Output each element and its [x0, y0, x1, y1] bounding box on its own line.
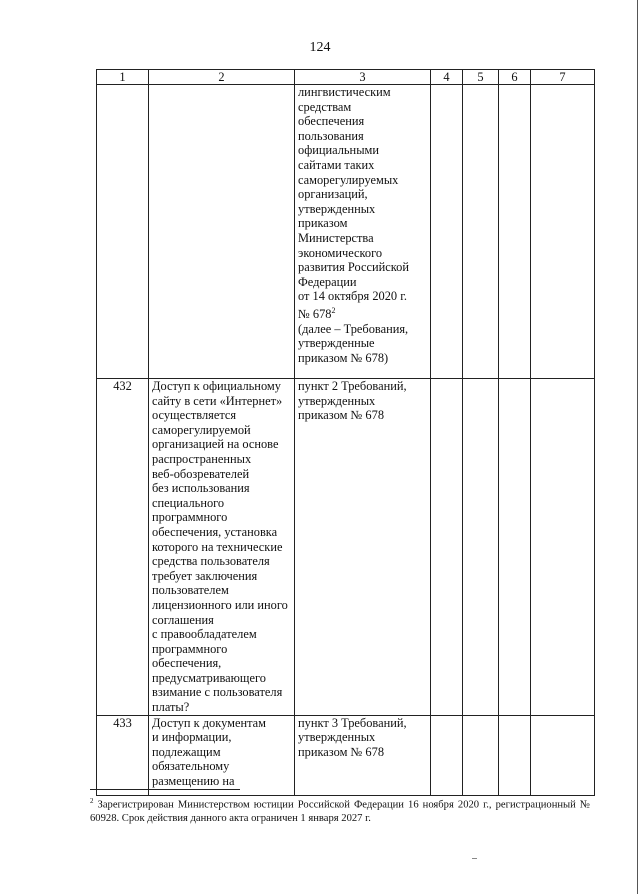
empty-cell	[431, 85, 463, 379]
scan-speck	[472, 858, 477, 859]
table-row	[97, 85, 595, 379]
header-col-5: 5	[463, 70, 499, 85]
table-row	[97, 379, 595, 716]
empty-cell	[463, 379, 499, 716]
row-number: 433	[97, 715, 149, 795]
table-row	[97, 715, 595, 795]
footnote-text: Зарегистрирован Министерством юстиции Российской Федерации 16 ноября 2020 г., регистрационный № 60928. Срок действия данного акта ограничен 1 января 2027 г.	[90, 799, 590, 824]
checklist-table	[96, 69, 595, 796]
empty-cell	[499, 379, 531, 716]
header-col-1: 1	[97, 70, 149, 85]
empty-cell	[463, 715, 499, 795]
page-number: 124	[309, 40, 331, 55]
header-col-6: 6	[499, 70, 531, 85]
legal-basis-cell	[295, 85, 431, 379]
page-edge	[637, 0, 638, 894]
empty-cell	[531, 715, 595, 795]
empty-cell	[531, 85, 595, 379]
row-number: 432	[97, 379, 149, 716]
table-header-row	[97, 70, 595, 85]
footnote-ref: 2	[331, 305, 336, 315]
header-col-7: 7	[531, 70, 595, 85]
header-col-2: 2	[149, 70, 295, 85]
empty-cell	[431, 379, 463, 716]
question-cell	[149, 85, 295, 379]
legal-basis-cell: пункт 3 Требований, утвержденных приказом № 678	[295, 715, 431, 795]
legal-basis-text: лингвистическим средствам обеспечения пользования официальными сайтами таких саморегулируемых организаций, утвержденных приказом Министерства экономического развития Российской Федерации от 14 октября 2020 г. № 678	[298, 85, 409, 322]
empty-cell	[463, 85, 499, 379]
empty-cell	[499, 715, 531, 795]
empty-cell	[431, 715, 463, 795]
header-col-4: 4	[431, 70, 463, 85]
question-cell: Доступ к документам и информации, подлежащим обязательному размещению на	[149, 715, 295, 795]
question-cell: Доступ к официальному сайту в сети «Интернет» осуществляется саморегулируемой организацией на основе распространенных веб-обозревателей без использования специального программного обеспечения, установка которого на технические средства пользователя требует заключения пользователем лицензионного или иного соглашения с правообладателем программного обеспечения, предусматривающего взимание с пользователя платы?	[149, 379, 295, 716]
header-col-3: 3	[295, 70, 431, 85]
legal-basis-cell: пункт 2 Требований, утвержденных приказом № 678	[295, 379, 431, 716]
legal-basis-text-cont: (далее – Требования, утвержденные приказом № 678)	[298, 321, 409, 365]
row-number	[97, 85, 149, 379]
footnote	[90, 795, 590, 825]
empty-cell	[499, 85, 531, 379]
empty-cell	[531, 379, 595, 716]
footnote-separator	[90, 789, 240, 790]
footnote-marker: 2	[90, 797, 94, 805]
